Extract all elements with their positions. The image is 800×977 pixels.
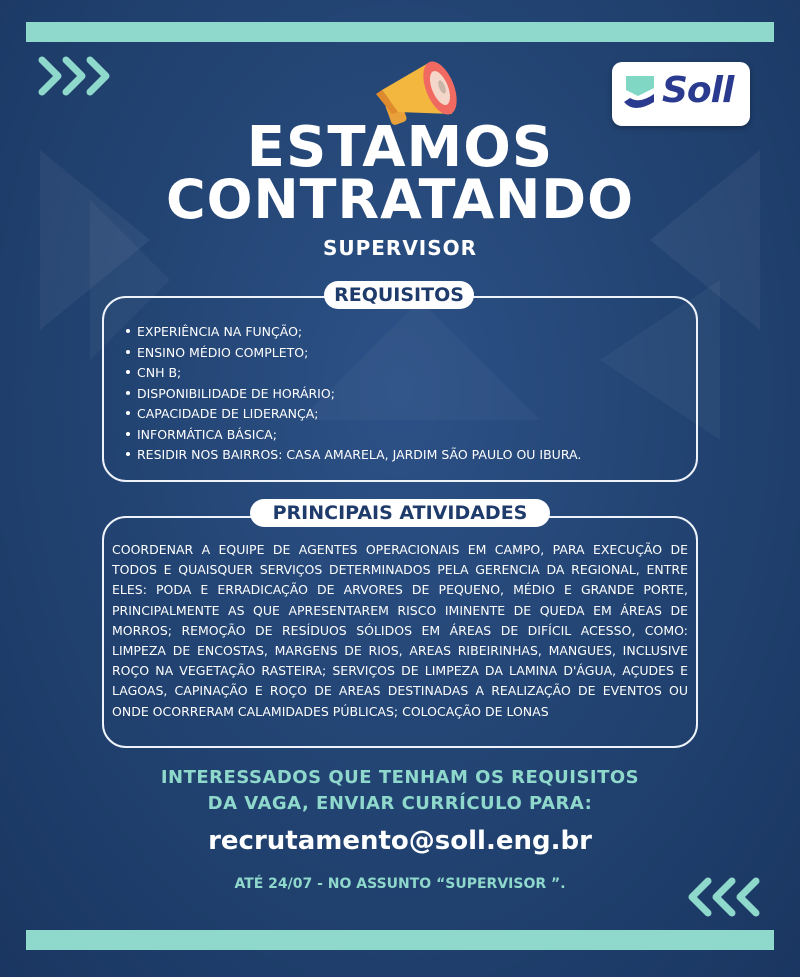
list-item: EXPERIÊNCIA NA FUNÇÃO;	[120, 322, 581, 343]
soll-logo-mark	[620, 72, 660, 116]
chevrons-left-icon	[688, 877, 764, 917]
contact-email[interactable]: recrutamento@soll.eng.br	[208, 826, 592, 856]
headline-line1: ESTAMOS	[246, 115, 554, 180]
list-item: CNH B;	[120, 363, 581, 384]
activities-heading: PRINCIPAIS ATIVIDADES	[250, 499, 550, 527]
requirements-heading: REQUISITOS	[324, 281, 474, 309]
list-item: INFORMÁTICA BÁSICA;	[120, 425, 581, 446]
list-item: RESIDIR NOS BAIRROS: CASA AMARELA, JARDIM SÃO PAULO OU IBURA.	[120, 445, 581, 466]
requirements-list	[120, 322, 581, 466]
headline-line2: CONTRATANDO	[165, 168, 635, 231]
bottom-accent-bar	[26, 930, 774, 950]
list-item: DISPONIBILIDADE DE HORÁRIO;	[120, 384, 581, 405]
soll-logo	[612, 62, 750, 126]
cta-line1: INTERESSADOS QUE TENHAM OS REQUISITOS	[160, 767, 640, 788]
cta-line2: DA VAGA, ENVIAR CURRÍCULO PARA:	[207, 793, 593, 814]
list-item: CAPACIDADE DE LIDERANÇA;	[120, 404, 581, 425]
chevrons-right-icon	[38, 56, 114, 96]
list-item: ENSINO MÉDIO COMPLETO;	[120, 343, 581, 364]
activities-text: COORDENAR A EQUIPE DE AGENTES OPERACIONAIS EM CAMPO, PARA EXECUÇÃO DE TODOS E QUAISQUER SERVIÇOS DETERMINADOS PELA GERENCIA DA REGIONAL, ENTRE ELES: PODA E ERRADICAÇÃO DE ARVORES DE PEQUENO, MÉDIO E GRANDE PORTE, PRINCIPALMENTE AS QUE APRESENTAREM RISCO IMINENTE DE QUEDA EM ÁREAS DE MORROS; REMOÇÃO DE RESÍDUOS SÓLIDOS EM ÁREAS DE DIFÍCIL ACESSO, COMO: LIMPEZA DE ENCOSTAS, MARGENS DE RIOS, AREAS RIBEIRINHAS, MANGUES, INCLUSIVE ROÇO NA VEGETAÇÃO RASTEIRA; SERVIÇOS DE LIMPEZA DA LAMINA D'ÁGUA, AÇUDES E LAGOAS, CAPINAÇÃO E ROÇO DE AREAS DESTINADAS A REALIZAÇÃO DE EVENTOS OU ONDE OCORRERAM CALAMIDADES PÚBLICAS; COLOCAÇÃO DE LONAS	[112, 542, 688, 719]
logo-text: Soll	[662, 70, 734, 111]
position-title: SUPERVISOR	[322, 236, 478, 260]
deadline-note: ATÉ 24/07 - NO ASSUNTO “SUPERVISOR ”.	[234, 876, 566, 892]
